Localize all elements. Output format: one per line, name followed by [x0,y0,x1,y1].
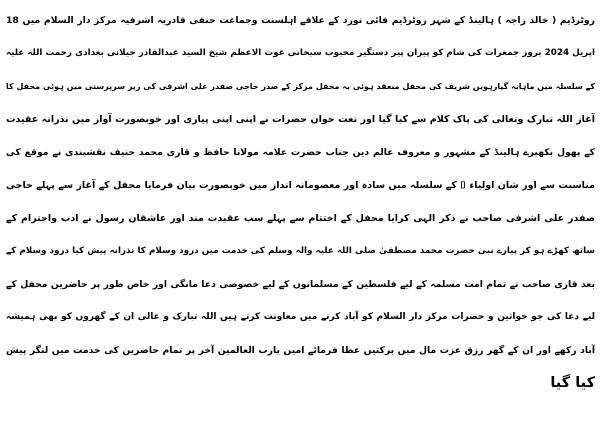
article-line-8: ساتھ کھڑے ہو کر پیارے نبی حضرت محمد مصطفیٰ صلی اللہ علیہ والہ وسلم کی خدمت میں درود وسلام کا نذرانہ پیش کیا درود وسلام کے [6,246,595,256]
article-line-10: لیے دعا کی جو خواتین و حضرات مرکز دار السلام کو آباد کرنے میں معاونت کرتے ہیں اللہ تبارک و عالی ان کے گھروں کو بھی ہمیشہ [6,312,595,322]
article-line-11: آباد رکھے اور ان کے گھر رزق عزت مال میں برکتیں عطا فرمائے امین یارب العالمین آخر پر تمام حاضرین کی خدمت میں لنگر پیش [6,345,595,356]
article-line-7: صفدر علی اشرفی صاحب نے ذکر الہی کرایا محفل کے اختتام سے پہلے سب عقیدت مند اور عاشقان رسول نے ادب واحترام کے [6,213,595,224]
article-line-2: اپریل 2024 بروز جمعرات کی شام کو پیران پیر دستگیر محبوب سبحانی غوث الاعظم شیخ السید عبدالقادر جیلانی بغدادی رحمت اللہ علیہ [6,48,595,58]
article-line-12: کیا گیا [550,375,595,391]
article-line-1: روٹرڈیم ( خالد راجہ ) ہالینڈ کے شہر روٹرڈیم فائی نورد کے علاقے اہلسنت وجماعت حنفی قادریہ اشرفیہ مرکز دار السلام میں 18 [6,15,595,26]
article-line-9: بعد قاری صاحب نے تمام امت مسلمہ کے لیے فلسطین کے مسلمانوں کے لیے خصوصی دعا مانگی اور خاص طور پر حاضرین محفل کے [6,279,595,290]
article-line-3: کے سلسلہ میں ماہانہ گیارہویں شریف کی محفل منعقد ہوئی یہ محفل مرکز کے صدر حاجی صفدر علی اشرفی کی زیر سرپرستی میں ہوئی محفل کا [6,82,595,91]
article-line-6: مناسبت سے اور شان اولیاء ⌷ کے سلسلہ میں سادہ اور معصومانہ انداز میں خوبصورت بیان فرمایا محفل کے آغاز سے پہلے حاجی [6,180,595,191]
article-line-4: آغاز اللہ تبارک وتعالی کی پاک کلام سے کیا گیا اور نعت خوان حضرات نے اپنی اپنی پیاری اور خوبصورت آواز میں نذرانہ عقیدت [6,114,595,125]
article-line-5: کے پھول بکھیرے ہالینڈ کے مشہور و معروف عالم دین جناب حضرت علامہ مولانا حافظ و قاری محمد حنیف نقشبندی نے موقع کی [6,147,595,158]
